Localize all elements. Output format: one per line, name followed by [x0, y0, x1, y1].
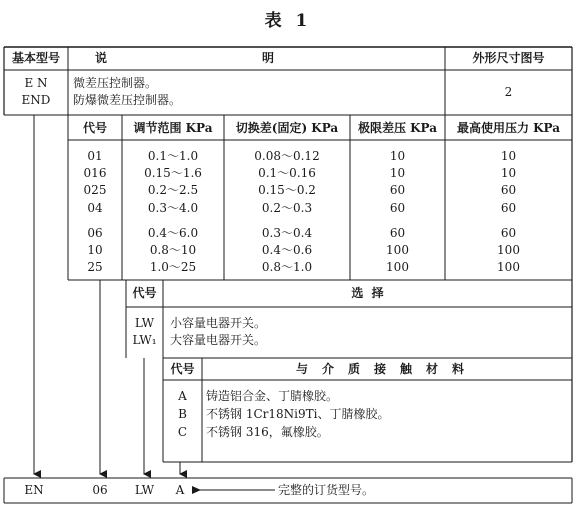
range-row-04-switching: 0.2～0.3 [261, 201, 313, 215]
range-row-025-adjust: 0.2～2.5 [147, 183, 199, 197]
range-row-01-limit: 10 [389, 149, 406, 163]
range-header-switching: 切换差(固定) KPa [235, 121, 339, 135]
table-title: 表 1 [264, 11, 312, 31]
base-model-en: E N [24, 76, 48, 90]
range-row-04-limit: 60 [389, 201, 406, 215]
range-row-25-limit: 100 [386, 260, 409, 274]
range-row-025-code: 025 [83, 183, 107, 197]
range-row-04-code: 04 [87, 201, 103, 215]
range-row-04-adjust: 0.3～4.0 [147, 201, 199, 215]
range-row-06-code: 06 [87, 226, 103, 240]
range-header-code: 代号 [82, 121, 107, 135]
range-row-016-adjust: 0.15～1.6 [144, 166, 202, 180]
range-row-25-max: 100 [497, 260, 520, 274]
range-row-016-max: 10 [500, 166, 517, 180]
material-desc-c: 不锈钢 316，氟橡胶。 [206, 425, 329, 439]
range-row-016-limit: 10 [389, 166, 406, 180]
range-row-016-code: 016 [83, 166, 107, 180]
material-code-c: C [177, 425, 188, 439]
range-row-10-adjust: 0.8～10 [149, 243, 197, 257]
range-row-04-max: 60 [500, 201, 517, 215]
material-desc-a: 铸造铝合金、丁腈橡胶。 [206, 389, 339, 403]
header-base-model: 基本型号 [11, 51, 60, 65]
range-row-025-max: 60 [500, 183, 517, 197]
range-row-25-adjust: 1.0～25 [149, 260, 197, 274]
outline-drawing-number: 2 [504, 85, 513, 99]
order-part-option: LW [134, 483, 155, 497]
range-row-025-limit: 60 [389, 183, 406, 197]
range-row-10-switching: 0.4～0.6 [261, 243, 313, 257]
material-desc-b: 不锈钢 1Cr18Ni9Ti、丁腈橡胶。 [206, 407, 390, 421]
range-row-06-limit: 60 [389, 226, 406, 240]
option-header-code: 代号 [132, 286, 157, 300]
range-row-25-code: 25 [87, 260, 103, 274]
range-row-025-switching: 0.15～0.2 [258, 183, 316, 197]
material-header-contact: 与介质接触材料 [295, 362, 478, 376]
range-row-01-max: 10 [500, 149, 517, 163]
option-code-lw1: LW₁ [132, 333, 157, 347]
option-desc-lw1: 大容量电器开关。 [170, 333, 267, 347]
range-row-25-switching: 0.8～1.0 [261, 260, 313, 274]
order-part-material: A [175, 483, 185, 497]
range-header-max-pressure: 最高使用压力 KPa [456, 121, 561, 135]
range-row-10-code: 10 [87, 243, 103, 257]
header-outline-drawing: 外形尺寸图号 [472, 51, 545, 65]
option-header-select: 选 择 [351, 286, 384, 300]
range-row-06-switching: 0.3～0.4 [261, 226, 313, 240]
range-row-06-max: 60 [500, 226, 517, 240]
material-code-b: B [178, 407, 187, 421]
range-header-adjust: 调节范围 KPa [133, 121, 213, 135]
order-part-base: EN [24, 483, 44, 497]
material-header-code: 代号 [170, 362, 195, 376]
order-part-range: 06 [92, 483, 108, 497]
order-note: 完整的订货型号。 [278, 483, 375, 497]
base-model-end: END [21, 93, 51, 107]
material-code-a: A [178, 389, 187, 403]
option-code-lw: LW [134, 316, 155, 330]
range-row-10-limit: 100 [386, 243, 409, 257]
range-header-limit: 极限差压 KPa [357, 121, 438, 135]
range-row-01-code: 01 [87, 149, 103, 163]
range-row-01-adjust: 0.1～1.0 [147, 149, 199, 163]
option-desc-lw: 小容量电器开关。 [170, 316, 267, 330]
header-description-left: 说 [95, 51, 108, 65]
base-description-end: 防爆微差压控制器。 [73, 93, 182, 107]
range-row-01-switching: 0.08～0.12 [254, 149, 320, 163]
range-row-016-switching: 0.1～0.16 [258, 166, 316, 180]
base-description-en: 微差压控制器。 [73, 76, 158, 90]
range-row-10-max: 100 [497, 243, 520, 257]
header-description-right: 明 [262, 51, 275, 65]
range-row-06-adjust: 0.4～6.0 [147, 226, 199, 240]
